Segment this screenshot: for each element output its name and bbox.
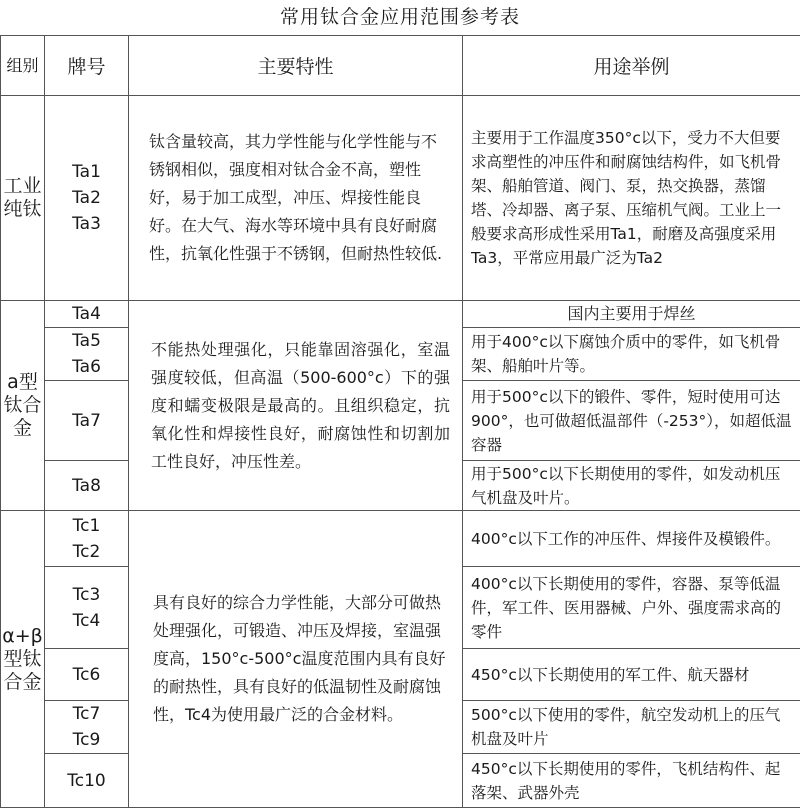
table-row (1, 301, 800, 328)
group-name-alpha-beta: α+β型钛合金 (1, 511, 45, 808)
grade-label: Ta2 (45, 185, 128, 211)
grade-label: Tc4 (45, 608, 128, 634)
use-cell: 用于500°c以下的锻件、零件，短时使用可达900°，也可做超低温部件（-253°），如超低温容器 (463, 381, 800, 461)
header-grade: 牌号 (45, 36, 129, 96)
grade-cell (45, 381, 129, 461)
grade-label: Tc10 (45, 768, 128, 794)
header-row (1, 36, 800, 96)
table-row (1, 511, 800, 567)
grade-label: Tc9 (45, 727, 128, 753)
use-cell: 400°c以下工作的冲压件、焊接件及模锻件。 (463, 511, 800, 567)
grade-cell (45, 511, 129, 567)
header-use: 用途举例 (463, 36, 800, 96)
grade-label: Tc6 (45, 662, 128, 688)
use-cell: 用于500°c以下长期使用的零件，如发动机压气机盘及叶片。 (463, 461, 800, 511)
grade-cell (45, 328, 129, 381)
grade-label: Ta1 (45, 159, 128, 185)
grade-cell (45, 567, 129, 649)
characteristics-cell: 钛含量较高，其力学性能与化学性能与不锈钢相似，强度相对钛合金不高，塑性好，易于加工成型，冲压、焊接性能良好。在大气、海水等环境中具有良好耐腐性，抗氧化性强于不锈钢，但耐热性较低. (129, 96, 463, 301)
titanium-alloy-table (0, 35, 800, 808)
header-characteristics: 主要特性 (129, 36, 463, 96)
use-cell: 国内主要用于焊丝 (463, 301, 800, 328)
group-name-alpha: a型钛合金 (1, 301, 45, 511)
use-cell: 500°c以下使用的零件，航空发动机上的压气机盘及叶片 (463, 701, 800, 754)
use-cell: 450°c以下长期使用的军工件、航天器材 (463, 649, 800, 701)
grade-label: Ta8 (45, 473, 128, 499)
grade-label: Ta4 (45, 301, 128, 327)
table-row (1, 96, 800, 301)
use-cell: 主要用于工作温度350°c以下，受力不大但要求高塑性的冲压件和耐腐蚀结构件，如飞机骨架、船舶管道、阀门、泵，热交换器，蒸馏塔、冷却器、离子泵、压缩机气阀。工业上一般要求高形成性采用Ta1，耐磨及高强度采用Ta3，平常应用最广泛为Ta2 (463, 96, 800, 301)
group-name-pure-ti: 工业纯钛 (1, 96, 45, 301)
grade-label: Tc1 (45, 513, 128, 539)
use-cell: 450°c以下长期使用的零件，飞机结构件、起落架、武器外壳 (463, 754, 800, 808)
grade-cell (45, 461, 129, 511)
use-cell: 用于400°c以下腐蚀介质中的零件，如飞机骨架、船舶叶片等。 (463, 328, 800, 381)
grade-label: Ta6 (45, 354, 128, 380)
grade-label: Tc3 (45, 582, 128, 608)
header-group-label: 组别 (6, 56, 38, 75)
grade-label: Ta7 (45, 408, 128, 434)
grade-label: Ta5 (45, 328, 128, 354)
characteristics-cell: 不能热处理强化，只能靠固溶强化，室温强度较低，但高温（500-600°c）下的强度和蠕变极限是最高的。且组织稳定，抗氧化性和焊接性良好，耐腐蚀性和切割加工性良好，冲压性差。 (129, 301, 463, 511)
grade-cell (45, 649, 129, 701)
grade-label: Tc2 (45, 539, 128, 565)
use-cell: 400°c以下长期使用的零件，容器、泵等低温件，军工件、医用器械、户外、强度需求高的零件 (463, 567, 800, 649)
grade-cell (45, 754, 129, 808)
grade-cell (45, 301, 129, 328)
grade-label: Ta3 (45, 211, 128, 237)
page-title: 常用钛合金应用范围参考表 (0, 0, 800, 34)
grade-cell (45, 701, 129, 754)
grade-cell (45, 96, 129, 301)
grade-label: Tc7 (45, 701, 128, 727)
characteristics-cell: 具有良好的综合力学性能，大部分可做热处理强化，可锻造、冲压及焊接，室温强度高，150°c-500°c温度范围内具有良好的耐热性，具有良好的低温韧性及耐腐蚀性，Tc4为使用最广泛的合金材料。 (129, 511, 463, 808)
header-group (1, 36, 45, 96)
